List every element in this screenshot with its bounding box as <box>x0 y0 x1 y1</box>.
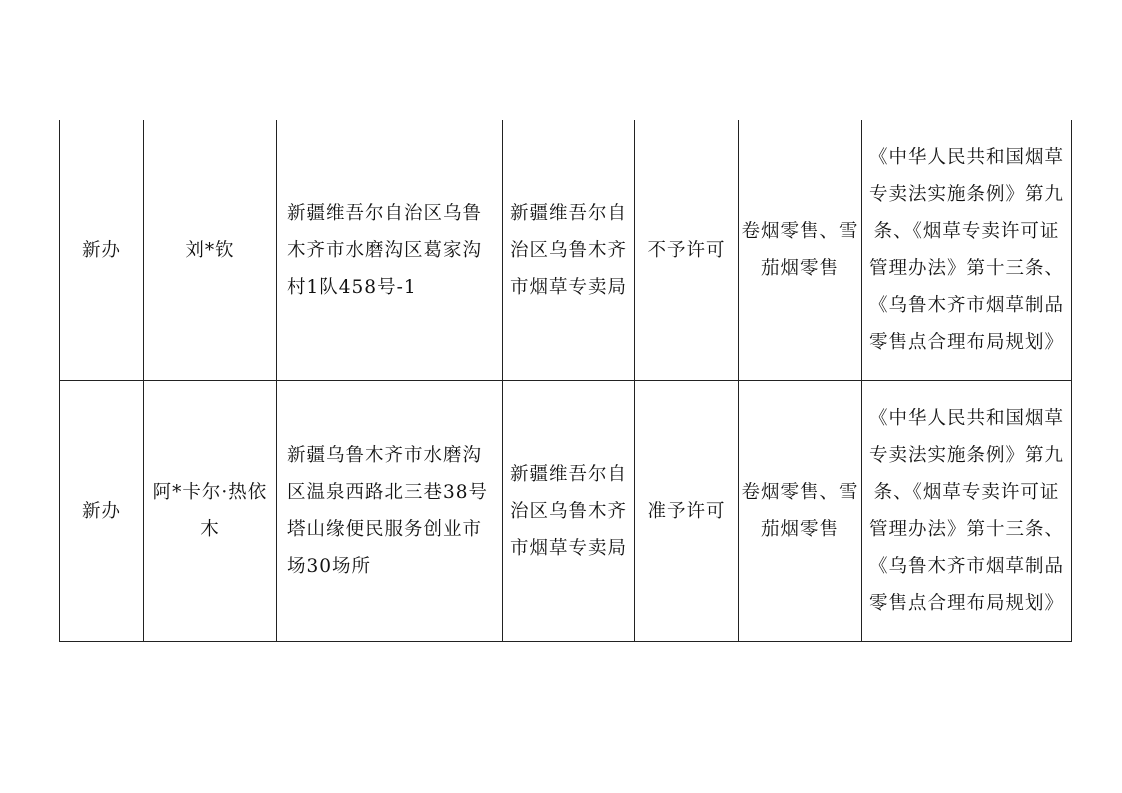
address-text: 新疆维吾尔自治区乌鲁木齐市水磨沟区葛家沟村1队458号-1 <box>287 202 483 298</box>
scope-text: 卷烟零售、雪茄烟零售 <box>741 221 859 279</box>
cell-authority <box>503 120 635 381</box>
cell-decision <box>635 120 739 381</box>
table-row <box>60 381 1072 642</box>
cell-name <box>144 381 277 642</box>
basis-text: 《中华人民共和国烟草专卖法实施条例》第九条、《烟草专卖许可证管理办法》第十三条、《乌鲁木齐市烟草制品零售点合理布局规划》 <box>868 147 1064 353</box>
decision-text: 准予许可 <box>647 500 726 522</box>
basis-text: 《中华人民共和国烟草专卖法实施条例》第九条、《烟草专卖许可证管理办法》第十三条、《乌鲁木齐市烟草制品零售点合理布局规划》 <box>868 408 1064 614</box>
authority-text: 新疆维吾尔自治区乌鲁木齐市烟草专卖局 <box>509 463 627 559</box>
name-text: 刘*钦 <box>185 239 235 261</box>
cell-scope <box>739 120 862 381</box>
type-text: 新办 <box>81 239 121 261</box>
address-text: 新疆乌鲁木齐市水磨沟区温泉西路北三巷38号塔山缘便民服务创业市场30场所 <box>287 445 489 577</box>
decision-text: 不予许可 <box>647 239 726 261</box>
cell-decision <box>635 381 739 642</box>
cell-authority <box>503 381 635 642</box>
cell-scope <box>739 381 862 642</box>
license-table <box>59 120 1072 642</box>
cell-basis <box>862 120 1072 381</box>
authority-text: 新疆维吾尔自治区乌鲁木齐市烟草专卖局 <box>509 202 627 298</box>
cell-basis <box>862 381 1072 642</box>
cell-address <box>277 381 503 642</box>
cell-type <box>60 120 144 381</box>
cell-address <box>277 120 503 381</box>
type-text: 新办 <box>81 500 121 522</box>
scope-text: 卷烟零售、雪茄烟零售 <box>741 482 859 540</box>
name-text: 阿*卡尔·热依木 <box>152 482 268 540</box>
table-row <box>60 120 1072 381</box>
cell-type <box>60 381 144 642</box>
cell-name <box>144 120 277 381</box>
